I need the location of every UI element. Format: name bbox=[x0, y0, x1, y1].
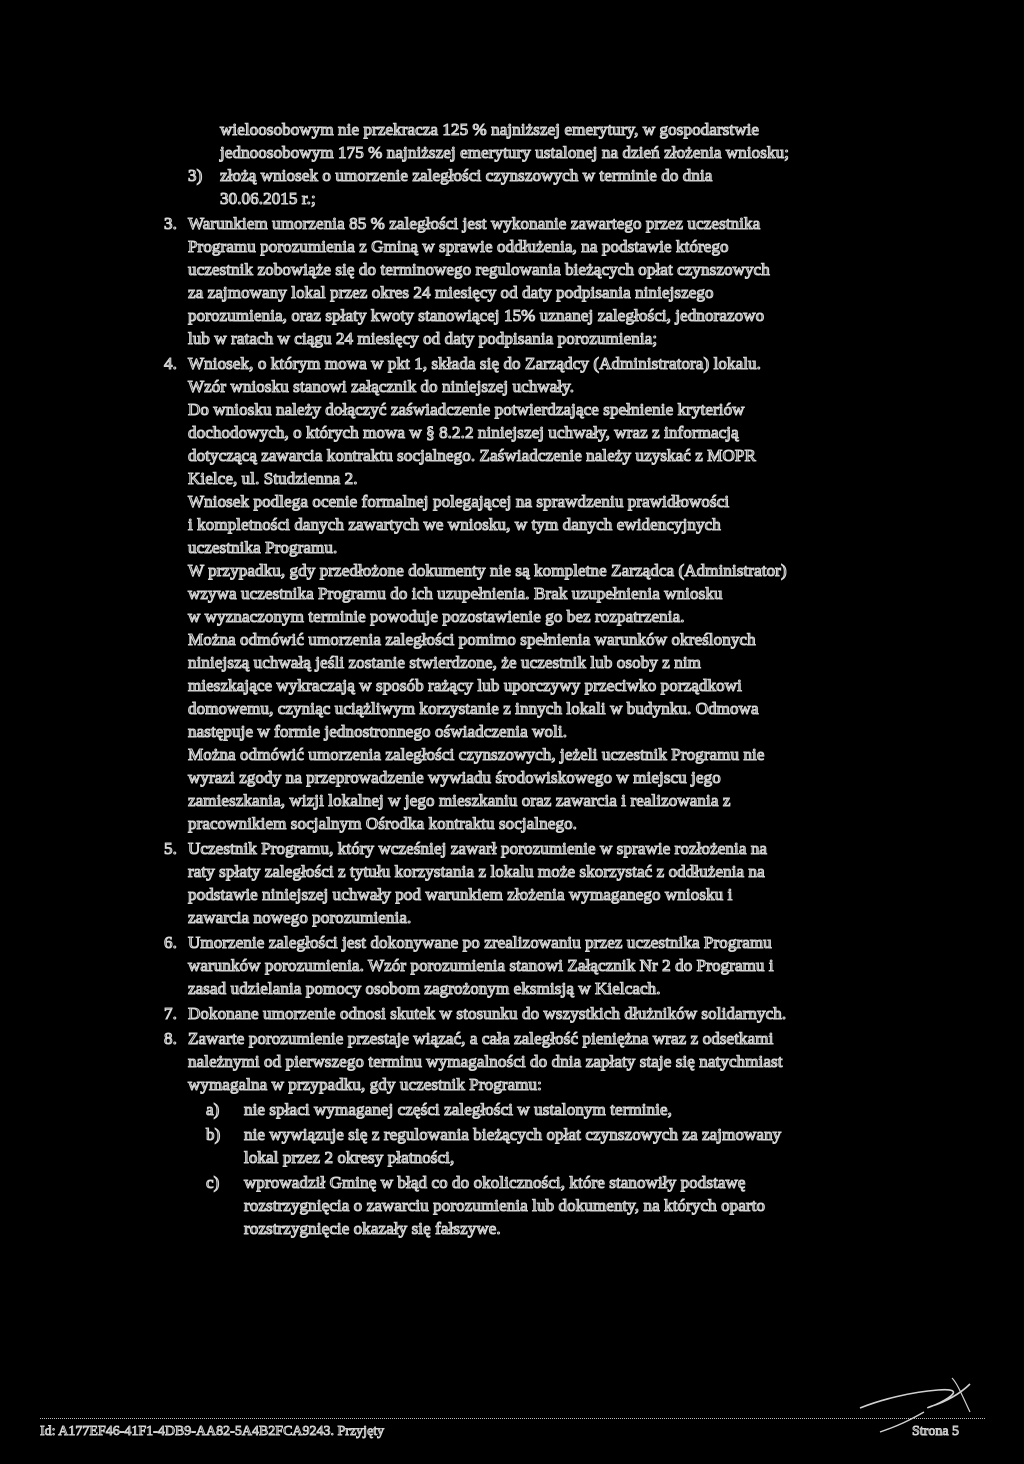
text-line: zamieszkania, wizji lokalnej w jego mieszkaniu oraz zawarcia i realizowania z bbox=[188, 791, 731, 810]
text-line: 7. bbox=[164, 1004, 177, 1023]
text-line: i kompletności danych zawartych we wniosku, w tym danych ewidencyjnych bbox=[188, 515, 721, 534]
text-line: w wyznaczonym terminie powoduje pozostawienie go bez rozpatrzenia. bbox=[188, 607, 685, 626]
text-line: porozumienia, oraz spłaty kwoty stanowiącej 15% uznanej zaległości, jednorazowo bbox=[188, 306, 765, 325]
text-line: 4. bbox=[164, 354, 177, 373]
text-line: zawarcia nowego porozumienia. bbox=[188, 908, 412, 927]
text-line: Do wniosku należy dołączyć zaświadczenie potwierdzające spełnienie kryteriów bbox=[188, 400, 745, 419]
handwritten-signature bbox=[840, 1360, 990, 1440]
text-line: wprowadził Gminę w błąd co do okoliczności, które stanowiły podstawę bbox=[244, 1173, 746, 1192]
footer-page-number: Strona 5 bbox=[912, 1424, 960, 1439]
text-line: domowemu, czyniąc uciążliwym korzystanie z innych lokali w budynku. Odmowa bbox=[188, 699, 759, 718]
text-line: Programu porozumienia z Gminą w sprawie oddłużenia, na podstawie którego bbox=[188, 237, 729, 256]
text-line: 3) bbox=[188, 166, 203, 185]
text-line: wymagalna w przypadku, gdy uczestnik Programu: bbox=[188, 1075, 542, 1094]
text-line: uczestnik zobowiąże się do terminowego regulowania bieżących opłat czynszowych bbox=[188, 260, 770, 279]
text-line: c) bbox=[206, 1173, 220, 1192]
text-line: lokal przez 2 okresy płatności, bbox=[244, 1148, 455, 1167]
text-line: wzywa uczestnika Programu do ich uzupełnienia. Brak uzupełnienia wniosku bbox=[188, 584, 723, 603]
text-line: lub w ratach w ciągu 24 miesięcy od daty podpisania porozumienia; bbox=[188, 329, 658, 348]
text-line: W przypadku, gdy przedłożone dokumenty nie są kompletne Zarządca (Administrator) bbox=[188, 561, 787, 580]
text-line: wyrazi zgody na przeprowadzenie wywiadu środowiskowego w miejscu jego bbox=[188, 768, 721, 787]
text-line: następuje w formie jednostronnego oświadczenia woli. bbox=[188, 722, 568, 741]
text-line: nie wywiązuje się z regulowania bieżących opłat czynszowych za zajmowany bbox=[244, 1125, 782, 1144]
text-line: 30.06.2015 r.; bbox=[220, 189, 316, 208]
text-line: 6. bbox=[164, 933, 177, 952]
text-line: Warunkiem umorzenia 85 % zaległości jest wykonanie zawartego przez uczestnika bbox=[188, 214, 761, 233]
text-line: 3. bbox=[164, 214, 177, 233]
text-line: Kielce, ul. Studzienna 2. bbox=[188, 469, 358, 488]
text-line: złożą wniosek o umorzenie zaległości czynszowych w terminie do dnia bbox=[220, 166, 713, 185]
text-line: należnymi od pierwszego terminu wymagalności do dnia zapłaty staje się natychmiast bbox=[188, 1052, 783, 1071]
text-line: Uczestnik Programu, który wcześniej zawarł porozumienie w sprawie rozłożenia na bbox=[188, 839, 768, 858]
text-line: nie spłaci wymaganej części zaległości w ustalonym terminie, bbox=[244, 1100, 673, 1119]
text-line: wieloosobowym nie przekracza 125 % najniższej emerytury, w gospodarstwie bbox=[220, 120, 760, 139]
text-line: Wzór wniosku stanowi załącznik do niniejszej uchwały. bbox=[188, 377, 575, 396]
footer-document-id: Id: A177EF46-41F1-4DB9-AA82-5A4B2FCA9243. Przyjęty bbox=[40, 1424, 385, 1439]
text-line: rozstrzygnięcie okazały się fałszywe. bbox=[244, 1219, 501, 1238]
text-line: zasad udzielania pomocy osobom zagrożonym eksmisją w Kielcach. bbox=[188, 979, 661, 998]
text-line: a) bbox=[206, 1100, 220, 1119]
text-line: Umorzenie zaległości jest dokonywane po zrealizowaniu przez uczestnika Programu bbox=[188, 933, 772, 952]
text-line: mieszkające wykraczają w sposób rażący lub uporczywy przeciwko porządkowi bbox=[188, 676, 742, 695]
text-line: dotyczącą zawarcia kontraktu socjalnego. Zaświadczenie należy uzyskać z MOPR bbox=[188, 446, 756, 465]
text-line: raty spłaty zaległości z tytułu korzystania z lokalu może skorzystać z oddłużenia na bbox=[188, 862, 765, 881]
text-line: uczestnika Programu. bbox=[188, 538, 338, 557]
text-line: warunków porozumienia. Wzór porozumienia stanowi Załącznik Nr 2 do Programu i bbox=[188, 956, 774, 975]
text-line: Można odmówić umorzenia zaległości czynszowych, jeżeli uczestnik Programu nie bbox=[188, 745, 765, 764]
text-line: b) bbox=[206, 1125, 221, 1144]
text-line: dochodowych, o których mowa w § 8.2.2 niniejszej uchwały, wraz z informacją bbox=[188, 423, 739, 442]
text-line: Wniosek, o którym mowa w pkt 1, składa się do Zarządcy (Administratora) lokalu. bbox=[188, 354, 762, 373]
text-line: jednoosobowym 175 % najniższej emerytury ustalonej na dzień złożenia wniosku; bbox=[220, 143, 790, 162]
text-line: Można odmówić umorzenia zaległości pomimo spełnienia warunków określonych bbox=[188, 630, 756, 649]
text-line: pracownikiem socjalnym Ośrodka kontraktu socjalnego. bbox=[188, 814, 578, 833]
text-line: Dokonane umorzenie odnosi skutek w stosunku do wszystkich dłużników solidarnych. bbox=[188, 1004, 787, 1023]
text-line: 5. bbox=[164, 839, 177, 858]
text-line: Wniosek podlega ocenie formalnej polegającej na sprawdzeniu prawidłowości bbox=[188, 492, 730, 511]
text-line: 8. bbox=[164, 1029, 177, 1048]
text-line: podstawie niniejszej uchwały pod warunkiem złożenia wymaganego wniosku i bbox=[188, 885, 733, 904]
text-line: za zajmowany lokal przez okres 24 miesięcy od daty podpisania niniejszego bbox=[188, 283, 714, 302]
text-line: rozstrzygnięcia o zawarciu porozumienia lub dokumenty, na których oparto bbox=[244, 1196, 766, 1215]
text-line: Zawarte porozumienie przestaje wiązać, a cała zaległość pieniężna wraz z odsetkami bbox=[188, 1029, 774, 1048]
text-line: niniejszą uchwałą jeśli zostanie stwierdzone, że uczestnik lub osoby z nim bbox=[188, 653, 701, 672]
